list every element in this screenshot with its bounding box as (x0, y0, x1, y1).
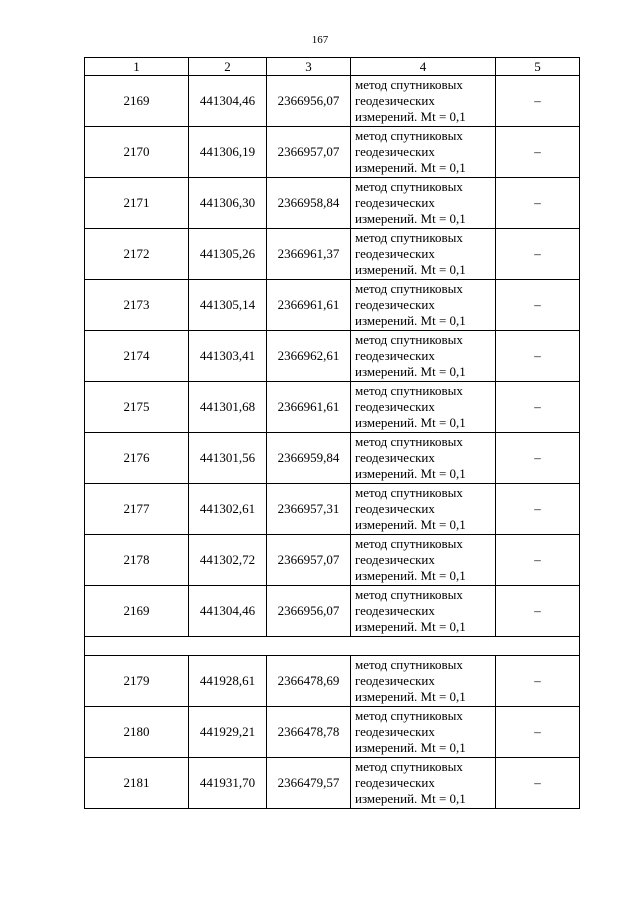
method-line: метод спутниковых (355, 536, 463, 551)
method-line: геодезических (355, 195, 435, 210)
point-number: 2171 (85, 178, 189, 229)
method-description (351, 758, 496, 809)
method-line: геодезических (355, 673, 435, 688)
point-number: 2181 (85, 758, 189, 809)
point-number: 2178 (85, 535, 189, 586)
method-line: метод спутниковых (355, 708, 463, 723)
coordinate-x: 441305,26 (189, 229, 267, 280)
method-line: метод спутниковых (355, 281, 463, 296)
coordinate-x: 441304,46 (189, 76, 267, 127)
table-row (85, 229, 580, 280)
method-description (351, 229, 496, 280)
table-row (85, 382, 580, 433)
method-line: измерений. Mt = 0,1 (355, 160, 466, 175)
method-line: измерений. Mt = 0,1 (355, 109, 466, 124)
method-line: измерений. Mt = 0,1 (355, 619, 466, 634)
coordinate-y: 2366956,07 (267, 586, 351, 637)
method-line: метод спутниковых (355, 230, 463, 245)
coordinate-y: 2366957,07 (267, 535, 351, 586)
table-row (85, 178, 580, 229)
coordinate-y: 2366479,57 (267, 758, 351, 809)
method-line: измерений. Mt = 0,1 (355, 689, 466, 704)
method-line: метод спутниковых (355, 485, 463, 500)
method-line: геодезических (355, 348, 435, 363)
method-description (351, 127, 496, 178)
method-line: измерений. Mt = 0,1 (355, 791, 466, 806)
note: – (496, 331, 580, 382)
method-line: метод спутниковых (355, 587, 463, 602)
point-number: 2173 (85, 280, 189, 331)
table-row (85, 331, 580, 382)
table-row (85, 586, 580, 637)
coordinate-y: 2366957,31 (267, 484, 351, 535)
coordinate-x: 441306,19 (189, 127, 267, 178)
method-line: измерений. Mt = 0,1 (355, 313, 466, 328)
column-header-5: 5 (496, 58, 580, 76)
column-header-3: 3 (267, 58, 351, 76)
table-row (85, 656, 580, 707)
method-line: метод спутниковых (355, 179, 463, 194)
coordinate-y: 2366958,84 (267, 178, 351, 229)
method-line: геодезических (355, 603, 435, 618)
coordinate-y: 2366956,07 (267, 76, 351, 127)
coordinate-x: 441302,61 (189, 484, 267, 535)
method-line: измерений. Mt = 0,1 (355, 568, 466, 583)
method-line: метод спутниковых (355, 657, 463, 672)
method-line: метод спутниковых (355, 77, 463, 92)
point-number: 2170 (85, 127, 189, 178)
coordinate-y: 2366959,84 (267, 433, 351, 484)
coordinate-y: 2366478,69 (267, 656, 351, 707)
coordinate-y: 2366961,37 (267, 229, 351, 280)
table-row (85, 758, 580, 809)
method-line: измерений. Mt = 0,1 (355, 262, 466, 277)
method-line: измерений. Mt = 0,1 (355, 364, 466, 379)
table-row (85, 433, 580, 484)
method-description (351, 331, 496, 382)
coordinate-x: 441306,30 (189, 178, 267, 229)
coordinate-x: 441931,70 (189, 758, 267, 809)
note: – (496, 433, 580, 484)
table-header-row (85, 58, 580, 76)
column-header-2: 2 (189, 58, 267, 76)
point-number: 2180 (85, 707, 189, 758)
table-row (85, 76, 580, 127)
group-separator-row (85, 637, 580, 656)
method-line: измерений. Mt = 0,1 (355, 517, 466, 532)
method-line: метод спутниковых (355, 759, 463, 774)
note: – (496, 76, 580, 127)
coordinates-table (84, 57, 580, 809)
point-number: 2175 (85, 382, 189, 433)
method-line: метод спутниковых (355, 383, 463, 398)
note: – (496, 484, 580, 535)
point-number: 2169 (85, 76, 189, 127)
note: – (496, 280, 580, 331)
method-description (351, 382, 496, 433)
method-description (351, 535, 496, 586)
note: – (496, 707, 580, 758)
coordinate-y: 2366961,61 (267, 280, 351, 331)
note: – (496, 382, 580, 433)
method-line: геодезических (355, 297, 435, 312)
method-description (351, 484, 496, 535)
method-line: метод спутниковых (355, 434, 463, 449)
method-line: метод спутниковых (355, 332, 463, 347)
coordinate-x: 441303,41 (189, 331, 267, 382)
method-description (351, 656, 496, 707)
point-number: 2179 (85, 656, 189, 707)
method-line: геодезических (355, 399, 435, 414)
method-line: метод спутниковых (355, 128, 463, 143)
method-description (351, 707, 496, 758)
method-line: геодезических (355, 93, 435, 108)
coordinate-x: 441929,21 (189, 707, 267, 758)
method-line: геодезических (355, 501, 435, 516)
table-row (85, 127, 580, 178)
method-line: геодезических (355, 144, 435, 159)
method-description (351, 280, 496, 331)
column-header-4: 4 (351, 58, 496, 76)
coordinate-x: 441302,72 (189, 535, 267, 586)
method-line: геодезических (355, 450, 435, 465)
point-number: 2169 (85, 586, 189, 637)
coordinate-y: 2366478,78 (267, 707, 351, 758)
note: – (496, 229, 580, 280)
method-line: измерений. Mt = 0,1 (355, 211, 466, 226)
coordinate-y: 2366961,61 (267, 382, 351, 433)
method-description (351, 433, 496, 484)
point-number: 2176 (85, 433, 189, 484)
coordinate-y: 2366957,07 (267, 127, 351, 178)
note: – (496, 535, 580, 586)
coordinate-x: 441301,56 (189, 433, 267, 484)
method-line: измерений. Mt = 0,1 (355, 740, 466, 755)
table-row (85, 484, 580, 535)
coordinate-x: 441305,14 (189, 280, 267, 331)
note: – (496, 758, 580, 809)
note: – (496, 178, 580, 229)
method-description (351, 178, 496, 229)
coordinate-y: 2366962,61 (267, 331, 351, 382)
note: – (496, 586, 580, 637)
table-body (85, 76, 580, 809)
column-header-1: 1 (85, 58, 189, 76)
method-description (351, 76, 496, 127)
table-row (85, 535, 580, 586)
note: – (496, 656, 580, 707)
group-separator (85, 637, 580, 656)
method-line: измерений. Mt = 0,1 (355, 415, 466, 430)
coordinate-x: 441304,46 (189, 586, 267, 637)
method-description (351, 586, 496, 637)
note: – (496, 127, 580, 178)
point-number: 2174 (85, 331, 189, 382)
table-row (85, 707, 580, 758)
method-line: измерений. Mt = 0,1 (355, 466, 466, 481)
coordinate-x: 441928,61 (189, 656, 267, 707)
method-line: геодезических (355, 724, 435, 739)
method-line: геодезических (355, 775, 435, 790)
table-row (85, 280, 580, 331)
method-line: геодезических (355, 552, 435, 567)
method-line: геодезических (355, 246, 435, 261)
point-number: 2172 (85, 229, 189, 280)
coordinate-x: 441301,68 (189, 382, 267, 433)
page-number: 167 (311, 34, 329, 46)
point-number: 2177 (85, 484, 189, 535)
